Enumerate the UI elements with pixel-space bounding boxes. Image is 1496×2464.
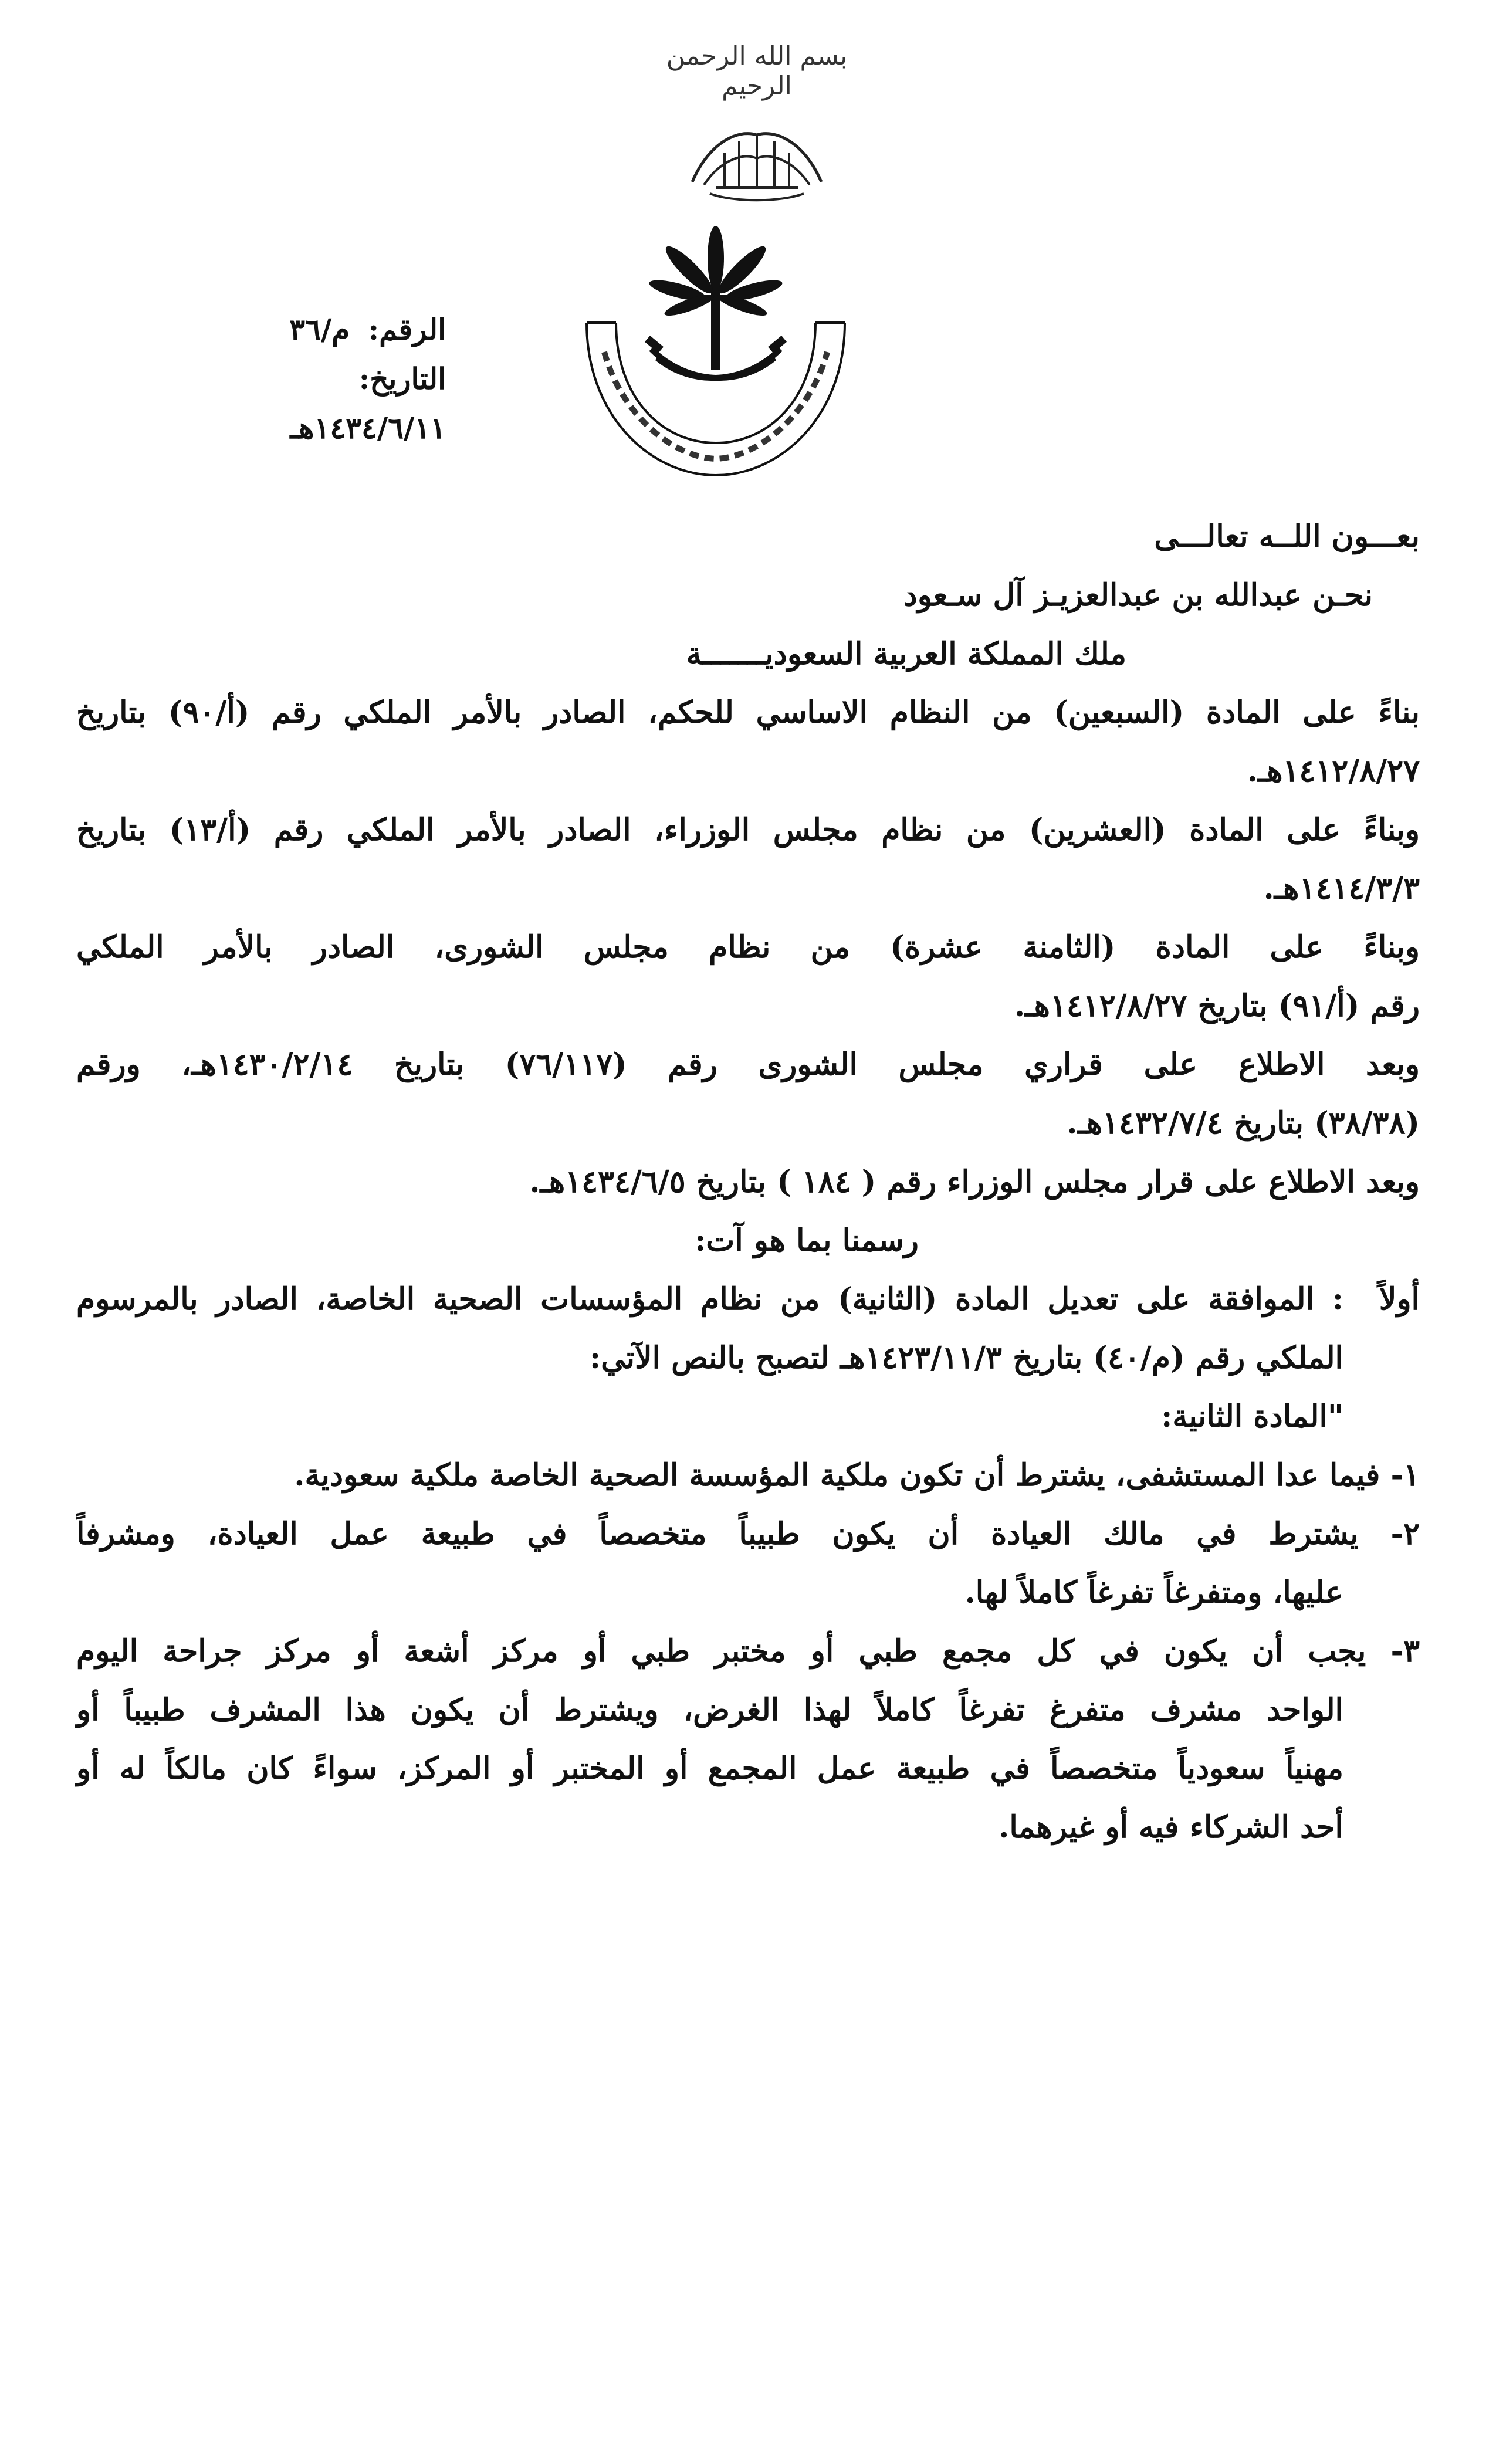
ref-number-value: م/٣٦: [289, 312, 350, 347]
paragraph-2-line-1: وبناءً على المادة (العشرين) من نظام مجلس الوزراء، الصادر بالأمر الملكي رقم (أ/١٣) بتاريخ: [76, 812, 1420, 848]
ref-number-label: الرقم:: [368, 312, 446, 347]
decree-reference: [258, 305, 446, 453]
first-clause-line-1: : الموافقة على تعديل المادة (الثانية) من نظام المؤسسات الصحية الخاصة، الصادر بالمرسوم: [76, 1281, 1343, 1317]
paragraph-3-line-1: وبناءً على المادة (الثامنة عشرة) من نظام مجلس الشورى، الصادر بالأمر الملكي: [76, 929, 1420, 965]
article-heading: "المادة الثانية:: [1161, 1399, 1343, 1434]
ref-number-row: [258, 305, 446, 354]
first-clause-line-2: الملكي رقم (م/٤٠) بتاريخ ١٤٢٣/١١/٣هـ لتصبح بالنص الآتي:: [589, 1340, 1343, 1376]
article-item-1: ١- فيما عدا المستشفى، يشترط أن تكون ملكية المؤسسة الصحية الخاصة ملكية سعودية.: [294, 1457, 1420, 1493]
article-item-2-line-1: ٢- يشترط في مالك العيادة أن يكون طبيباً متخصصاً في طبيعة عمل العيادة، ومشرفاً: [76, 1516, 1420, 1552]
paragraph-5: وبعد الاطلاع على قرار مجلس الوزراء رقم ( ١٨٤ ) بتاريخ ١٤٣٤/٦/٥هـ.: [529, 1164, 1420, 1200]
article-item-3-line-2: الواحد مشرف متفرغ تفرغاً كاملاً لهذا الغرض، ويشترط أن يكون هذا المشرف طبيباً أو: [76, 1692, 1343, 1728]
article-item-2-line-2: عليها، ومتفرغاً تفرغاً كاملاً لها.: [964, 1575, 1343, 1610]
paragraph-4-line-1: وبعد الاطلاع على قراري مجلس الشورى رقم (٧٦/١١٧) بتاريخ ١٤٣٠/٢/١٤هـ، ورقم: [76, 1047, 1420, 1082]
king-name-line: نحـن عبدالله بن عبدالعزيـز آل سـعود: [903, 577, 1373, 613]
paragraph-3-line-2: رقم (أ/٩١) بتاريخ ١٤١٢/٨/٢٧هـ.: [1014, 988, 1420, 1024]
paragraph-4-line-2: (٣٨/٣٨) بتاريخ ١٤٣٢/٧/٤هـ.: [1067, 1105, 1420, 1141]
ref-date-label: التاريخ:: [358, 361, 446, 396]
paragraph-1-line-2: ١٤١٢/٨/٢٧هـ.: [1247, 753, 1420, 789]
basmala-text: بسم الله الرحمن الرحيم: [666, 41, 848, 101]
paragraph-1-line-1: بناءً على المادة (السبعين) من النظام الاساسي للحكم، الصادر بالأمر الملكي رقم (أ/٩٠) بتاريخ: [76, 695, 1420, 730]
invocation-line: بعـــون اللــه تعالـــى: [1154, 519, 1420, 554]
paragraph-2-line-2: ١٤١٤/٣/٣هـ.: [1263, 871, 1420, 906]
palm-and-swords-icon: [563, 223, 868, 493]
ref-date-value: ١٤٣٤/٦/١١هـ: [290, 411, 446, 445]
first-clause-label: أولاً: [1379, 1281, 1420, 1317]
first-clause: [76, 1270, 1420, 1387]
decree-body: [76, 507, 1420, 1857]
article-item-3-line-1: ٣- يجب أن يكون في كل مجمع طبي أو مختبر طبي أو مركز أشعة أو مركز جراحة اليوم: [76, 1633, 1420, 1669]
article-item-3-line-4: أحد الشركاء فيه أو غيرهما.: [999, 1809, 1343, 1845]
article-item-3-line-3: مهنياً سعودياً متخصصاً في طبيعة عمل المجمع أو المختبر أو المركز، سواءً كان مالكاً له أو: [76, 1751, 1343, 1786]
shahada-calligraphy: [669, 117, 845, 205]
saudi-emblem: [563, 223, 868, 493]
ref-date-row: [258, 354, 446, 453]
decree-statement: رسمنا بما هو آت:: [695, 1223, 919, 1258]
shahada-calligraphy-icon: [669, 117, 845, 205]
king-title-line: ملك المملكة العربية السعوديـــــــة: [686, 636, 1126, 672]
